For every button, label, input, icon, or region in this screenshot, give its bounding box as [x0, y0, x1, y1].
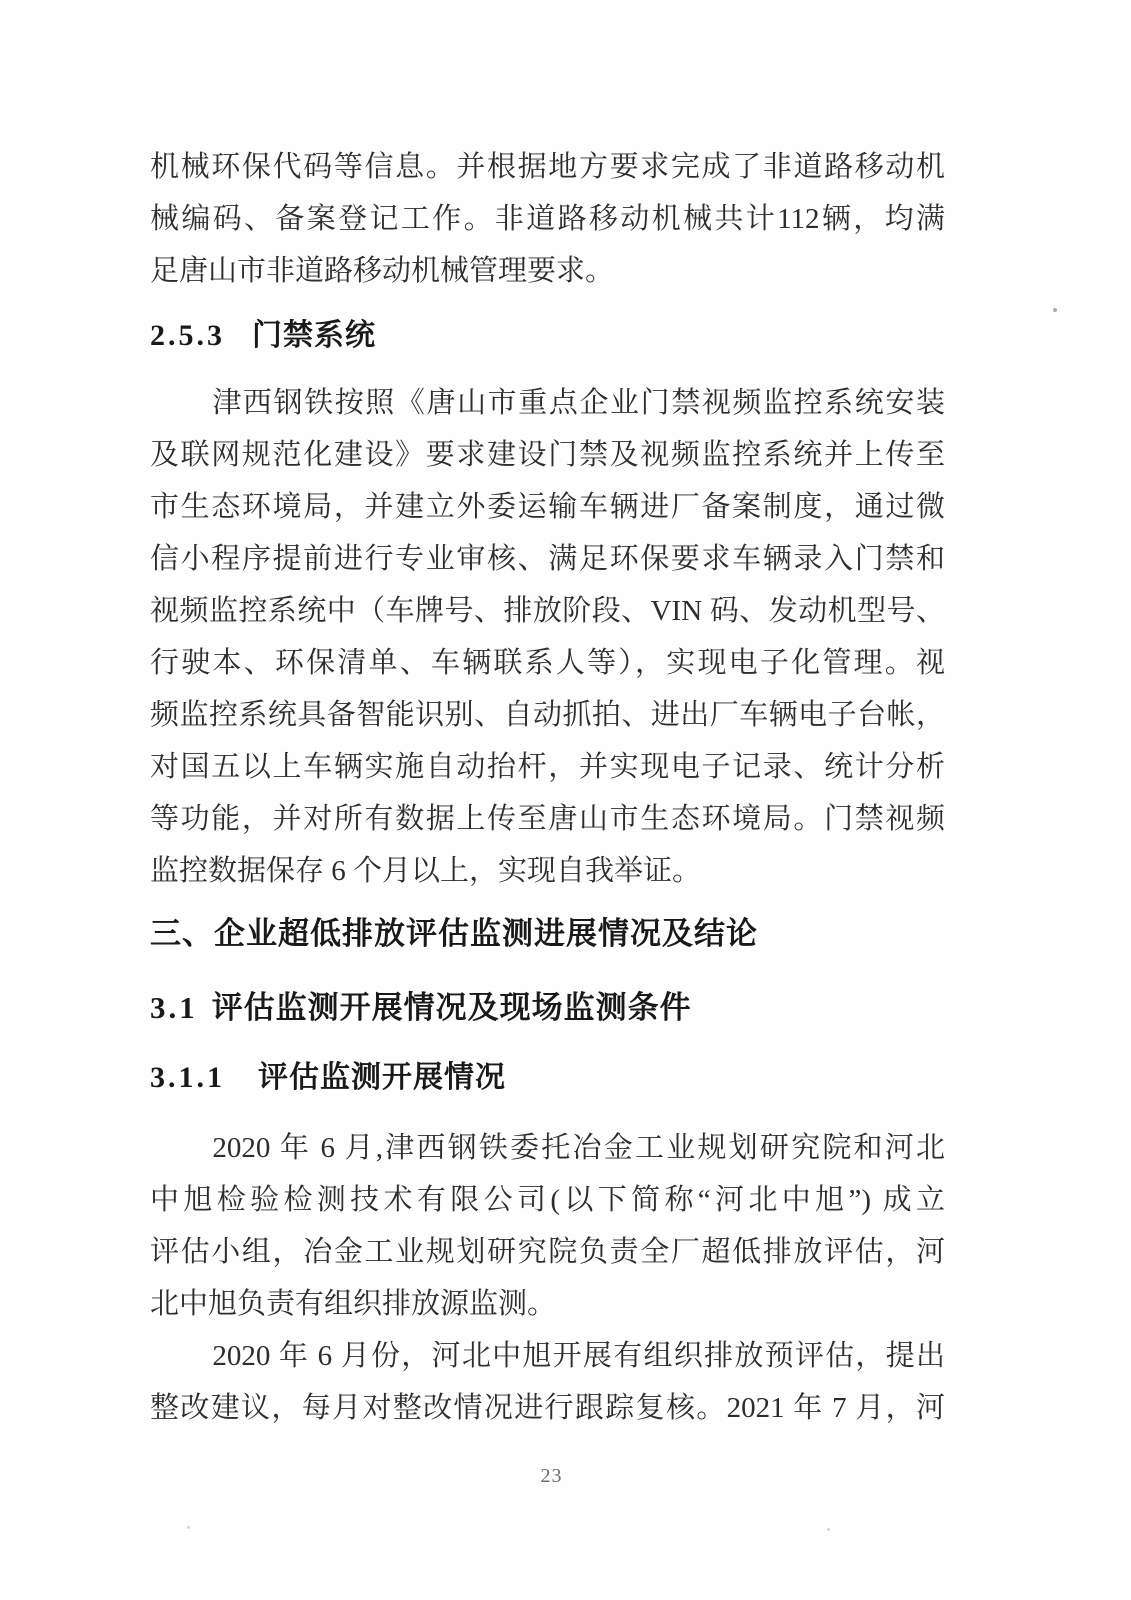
- page-footer: [0, 1464, 1131, 1488]
- text-line: 视频监控系统中（车牌号、排放阶段、VIN 码、发动机型号、: [150, 595, 945, 627]
- text-line: 中旭检验检测技术有限公司(以下简称“河北中旭”) 成立: [150, 1184, 945, 1216]
- heading-3-1-number: 3.1: [150, 990, 198, 1025]
- heading-2-5-3-text: 门禁系统: [252, 319, 376, 352]
- text-line: 2020 年 6 月,津西钢铁委托冶金工业规划研究院和河北: [212, 1132, 945, 1164]
- text-line: 评估小组，冶金工业规划研究院负责全厂超低排放评估，河: [150, 1236, 945, 1268]
- text-line: 械编码、备案登记工作。非道路移动机械共计112辆，均满: [150, 203, 945, 235]
- text-line: 2020 年 6 月份，河北中旭开展有组织排放预评估，提出: [212, 1340, 945, 1372]
- heading-3-1-1-text: 评估监测开展情况: [258, 1061, 506, 1094]
- heading-2-5-3-number: 2.5.3: [150, 319, 225, 352]
- heading-2-5-3: [150, 309, 945, 363]
- paragraph-pre-assessment: [150, 1330, 945, 1434]
- paragraph-non-road-machinery: [150, 141, 945, 297]
- text-line: 机械环保代码等信息。并根据地方要求完成了非道路移动机: [150, 151, 945, 183]
- paragraph-access-control-system: [150, 377, 945, 897]
- scan-speck: [187, 1526, 190, 1529]
- scan-speck: [827, 1528, 830, 1531]
- heading-chapter-3: [150, 905, 945, 963]
- text-line: 监控数据保存 6 个月以上，实现自我举证。: [150, 855, 702, 887]
- text-line: 市生态环境局，并建立外委运输车辆进厂备案制度，通过微: [150, 491, 945, 523]
- page-number: 23: [540, 1465, 563, 1487]
- text-line: 等功能，并对所有数据上传至唐山市生态环境局。门禁视频: [150, 803, 945, 835]
- text-line: 整改建议，每月对整改情况进行跟踪复核。2021 年 7 月，河: [150, 1392, 945, 1424]
- text-line: 津西钢铁按照《唐山市重点企业门禁视频监控系统安装: [212, 387, 945, 419]
- heading-3-1-1-number: 3.1.1: [150, 1061, 225, 1094]
- heading-3-1: [150, 979, 945, 1037]
- text-line: 足唐山市非道路移动机械管理要求。: [150, 255, 615, 287]
- text-line: 行驶本、环保清单、车辆联系人等），实现电子化管理。视: [150, 647, 945, 679]
- text-line: 信小程序提前进行专业审核、满足环保要求车辆录入门禁和: [150, 543, 945, 575]
- text-line: 及联网规范化建设》要求建设门禁及视频监控系统并上传至: [150, 439, 945, 471]
- text-line: 北中旭负责有组织排放源监测。: [150, 1288, 557, 1320]
- heading-chapter-3-text: 三、企业超低排放评估监测进展情况及结论: [150, 916, 758, 951]
- heading-3-1-1: [150, 1051, 945, 1105]
- heading-3-1-text: 评估监测开展情况及现场监测条件: [211, 990, 692, 1025]
- document-content: [150, 141, 945, 1434]
- text-line: 对国五以上车辆实施自动抬杆，并实现电子记录、统计分析: [150, 751, 945, 783]
- paragraph-assessment-team: [150, 1122, 945, 1330]
- text-line: 频监控系统具备智能识别、自动抓拍、进出厂车辆电子台帐，: [150, 699, 945, 731]
- scan-speck: [1053, 308, 1057, 312]
